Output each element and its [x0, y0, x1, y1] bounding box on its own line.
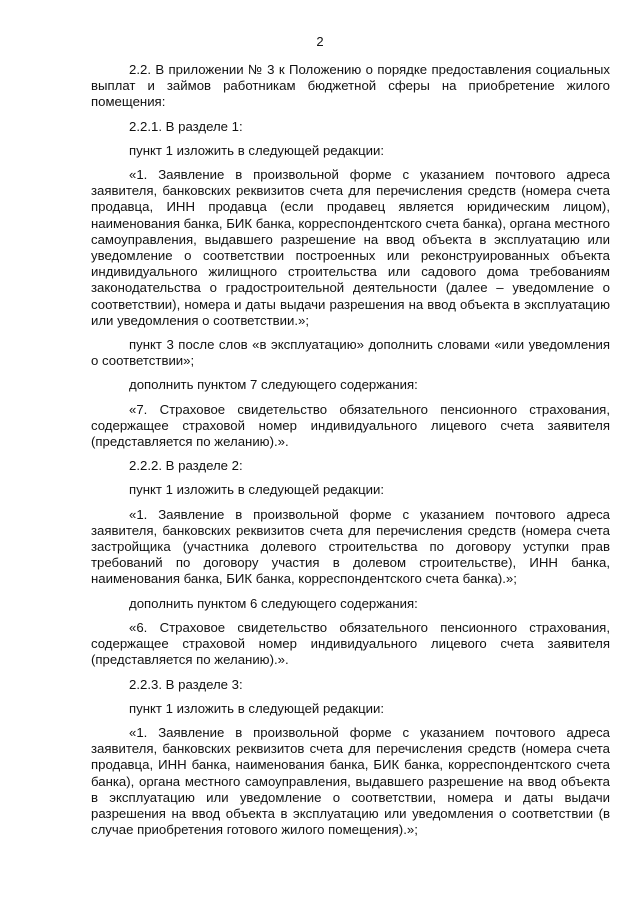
paragraph-instruction: дополнить пунктом 7 следующего содержания:	[129, 377, 418, 393]
paragraph-quote: «7. Страховое свидетельство обязательного пенсионного страхования, содержащее страховой номер индивидуального лицевого счета заявителя (представляется по желанию).».	[91, 401, 610, 450]
paragraph-instruction: пункт 3 после слов «в эксплуатацию» дополнить словами «или уведомления о соответствии»;	[91, 337, 610, 369]
paragraph-quote: «1. Заявление в произвольной форме с указанием почтового адреса заявителя, банковских реквизитов счета для перечисления средств (номера счета продавца, ИНН банка, наименования банка, БИК банка, корреспондентского счета банка), органа местного самоуправления, выдавшего разрешение на ввод объекта в эксплуатацию или уведомление о соответствии, номера и даты выдачи разрешения на ввод объекта в эксплуатацию или уведомления о соответствии (в случае приобретения готового жилого помещения).»;	[91, 724, 610, 838]
paragraph-instruction: пункт 1 изложить в следующей редакции:	[129, 700, 385, 716]
paragraph-instruction: пункт 1 изложить в следующей редакции:	[129, 142, 385, 158]
paragraph-2-2-1: 2.2.1. В разделе 1:	[129, 118, 243, 134]
paragraph-quote: «1. Заявление в произвольной форме с указанием почтового адреса заявителя, банковских реквизитов счета для перечисления средств (номера счета продавца, ИНН продавца (если продавец является юридическим лицом), наименования банка, БИК банка, корреспондентского счета банка), органа местного самоуправления, выдавшего разрешение на ввод объекта в эксплуатацию или уведомление о соответствии построенных или реконструированных объекта индивидуального жилищного строительства или садового дома требованиям законодательства о градостроительной деятельности (далее – уведомление о соответствии), номера и даты выдачи разрешения на ввод объекта в эксплуатацию или уведомления о соответствии.»;	[91, 167, 610, 328]
page-number: 2	[316, 34, 324, 49]
paragraph-2-2-3: 2.2.3. В разделе 3:	[129, 676, 243, 692]
paragraph-instruction: пункт 1 изложить в следующей редакции:	[129, 482, 385, 498]
document-body	[91, 62, 610, 846]
paragraph-quote: «6. Страховое свидетельство обязательного пенсионного страхования, содержащее страховой номер индивидуального лицевого счета заявителя (представляется по желанию).».	[91, 619, 610, 668]
paragraph-quote: «1. Заявление в произвольной форме с указанием почтового адреса заявителя, банковских реквизитов счета для перечисления средств (номера счета застройщика (участника долевого строительства по договору уступки прав требований по договору участия в долевом строительстве), ИНН банка, наименования банка, БИК банка, корреспондентского счета банка).»;	[91, 506, 610, 587]
paragraph-2-2: 2.2. В приложении № 3 к Положению о порядке предоставления социальных выплат и займов работникам бюджетной сферы на приобретение жилого помещения:	[91, 62, 610, 110]
paragraph-2-2-2: 2.2.2. В разделе 2:	[129, 458, 243, 474]
paragraph-instruction: дополнить пунктом 6 следующего содержания:	[129, 595, 418, 611]
